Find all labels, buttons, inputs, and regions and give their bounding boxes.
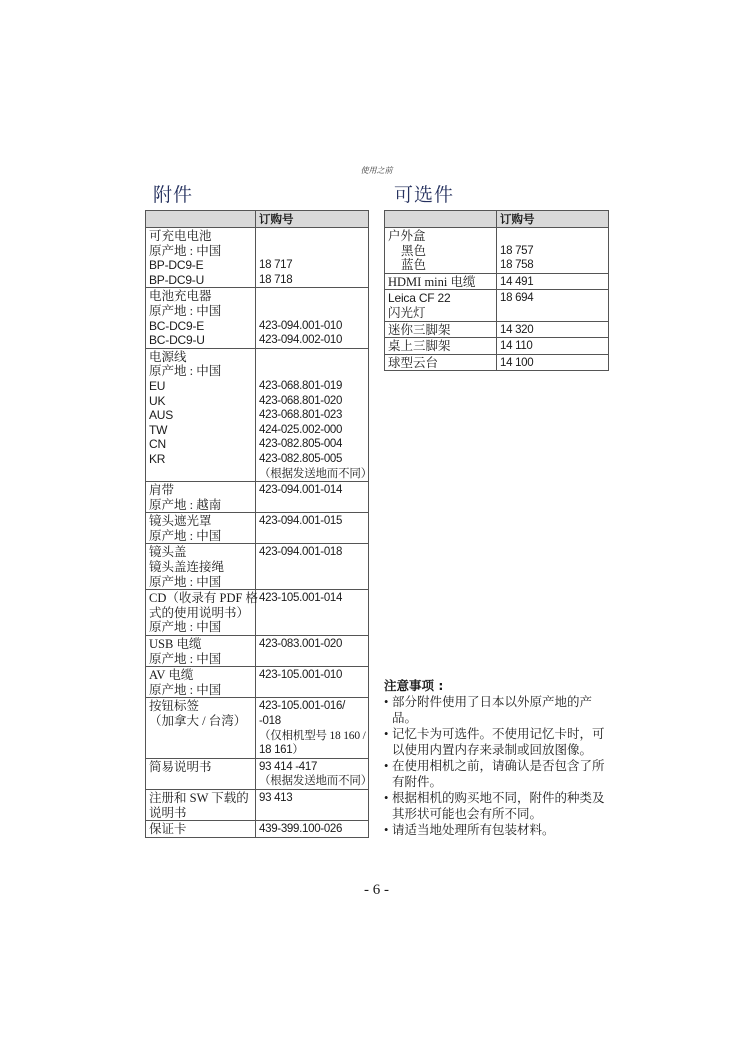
table-row: [385, 321, 609, 338]
notes-title: 注意事项 :: [384, 678, 444, 693]
item-name-line: 原产地 : 中国: [149, 682, 222, 697]
notes-list: [384, 694, 614, 838]
item-name-line: BC-DC9-U: [149, 333, 205, 348]
item-name-cell: [385, 354, 497, 371]
table-row: [146, 636, 369, 667]
item-name-line: CN: [149, 437, 166, 452]
table-row: [385, 354, 609, 371]
order-number-line: 423-068.801-020: [259, 394, 343, 407]
order-number-header: 订购号: [497, 211, 609, 228]
order-number-line: 18 694: [500, 292, 534, 305]
item-name-line: AUS: [149, 408, 174, 423]
order-number-line: 18 161）: [259, 744, 304, 757]
order-number-line: [259, 560, 365, 575]
table-row: [146, 228, 369, 288]
order-number-line: [259, 683, 365, 698]
order-number-line: [259, 529, 365, 544]
item-name-line: 蓝色: [401, 258, 427, 273]
item-name-line: 镜头盖连接绳: [149, 560, 225, 575]
item-name-line: 简易说明书: [149, 759, 212, 774]
order-number-line: [259, 304, 365, 319]
item-name-cell: [146, 821, 256, 838]
item-name-line: 注册和 SW 下载的: [149, 790, 249, 805]
table-row: [385, 338, 609, 355]
optional-rows: [385, 228, 609, 371]
item-name-line: HDMI mini 电缆: [388, 274, 476, 289]
item-name-line: 保证卡: [149, 822, 187, 837]
order-number-line: 18 757: [500, 244, 534, 257]
item-name-line: 户外盒: [388, 229, 426, 243]
order-number-line: [259, 498, 365, 513]
page-number: - 6 -: [364, 882, 389, 898]
order-number-cell: [256, 288, 369, 348]
note-item: • 根据相机的购买地不同，附件的种类及其形状可能也会有所不同。: [384, 790, 614, 822]
order-number-line: 423-094.001-010: [259, 319, 343, 332]
item-name-cell: [146, 590, 259, 636]
order-number-line: 423-105.001-014: [259, 592, 343, 605]
item-name-cell: [146, 544, 256, 590]
order-number-line: [259, 364, 365, 379]
order-number-line: [259, 652, 365, 667]
order-number-line: 423-083.001-020: [259, 638, 343, 651]
order-number-cell: [256, 821, 369, 838]
item-name-line: 说明书: [149, 805, 187, 820]
item-name-line: 闪光灯: [388, 305, 426, 320]
item-name-line: [149, 467, 252, 482]
item-name-line: BP-DC9-E: [149, 258, 204, 273]
item-name-cell: [146, 288, 256, 348]
item-name-line: EU: [149, 378, 166, 393]
item-name-cell: [385, 290, 497, 321]
order-number-cell: [256, 348, 372, 481]
order-number-line: 18 718: [259, 273, 293, 286]
item-name-cell: [146, 228, 256, 288]
order-number-line: 424-025.002-000: [259, 423, 343, 436]
table-row: [385, 228, 609, 274]
order-number-line: [259, 620, 365, 635]
order-number-cell: [256, 636, 369, 667]
order-number-line: 14 110: [500, 340, 533, 353]
order-number-line: 93 414 -417: [259, 760, 318, 773]
item-name-cell: [146, 758, 256, 789]
notes-section: [384, 678, 614, 838]
note-item: • 部分附件使用了日本以外原产地的产品。: [384, 694, 614, 726]
order-number-cell: [497, 273, 609, 290]
item-name-cell: [146, 667, 256, 698]
table-row: [146, 513, 369, 544]
blank-header-cell: [385, 211, 497, 228]
item-name-cell: [385, 273, 497, 290]
order-number-line: [259, 350, 365, 365]
table-row: [146, 482, 369, 513]
order-number-header: 订购号: [256, 211, 369, 228]
item-name-line: （加拿大 / 台湾）: [149, 714, 247, 728]
order-number-line: 14 100: [500, 356, 534, 369]
item-name-line: 原产地 : 越南: [149, 497, 222, 512]
item-name-line: 原产地 : 中国: [149, 574, 222, 589]
order-number-line: 423-094.001-014: [259, 484, 343, 497]
item-name-line: 原产地 : 中国: [149, 620, 222, 635]
item-name-cell: [385, 228, 497, 274]
order-number-cell: [256, 590, 369, 636]
table-header-row: [385, 211, 609, 228]
blank-header-cell: [146, 211, 256, 228]
note-item: • 在使用相机之前，请确认是否包含了所有附件。: [384, 758, 614, 790]
item-name-line: AV 电缆: [149, 668, 194, 683]
item-name-cell: [146, 789, 256, 820]
item-name-cell: [385, 338, 497, 355]
table-row: [146, 348, 369, 481]
order-number-line: 423-068.801-023: [259, 409, 343, 422]
item-name-line: 原产地 : 中国: [149, 364, 222, 379]
item-name-line: 电源线: [149, 349, 187, 364]
order-number-line: [259, 229, 365, 244]
item-name-line: 黑色: [401, 243, 427, 258]
table-row: [146, 544, 369, 590]
order-number-cell: [497, 354, 609, 371]
order-number-cell: [256, 482, 369, 513]
table-header-row: [146, 211, 369, 228]
order-number-line: 423-068.801-019: [259, 379, 343, 392]
order-number-line: [259, 244, 365, 259]
item-name-line: 球型云台: [388, 355, 439, 370]
item-name-line: [149, 743, 252, 758]
order-number-cell: [256, 667, 369, 698]
item-name-line: 肩带: [149, 483, 175, 498]
order-number-cell: [256, 228, 369, 288]
item-name-line: 原产地 : 中国: [149, 528, 222, 543]
order-number-line: 423-094.001-018: [259, 546, 343, 559]
optional-title: 可选件: [394, 184, 455, 206]
accessories-title: 附件: [153, 184, 194, 206]
item-name-cell: [385, 321, 497, 338]
item-name-line: 式的使用说明书）: [149, 605, 250, 620]
order-number-cell: [497, 338, 609, 355]
order-number-line: （根据发送地而不同）: [259, 775, 372, 788]
accessories-rows: [146, 228, 372, 838]
order-number-line: [500, 306, 605, 321]
item-name-cell: [146, 482, 256, 513]
table-row: [146, 789, 369, 820]
table-row: [385, 290, 609, 321]
order-number-cell: [256, 698, 369, 758]
order-number-cell: [497, 228, 609, 274]
item-name-line: 原产地 : 中国: [149, 303, 222, 318]
order-number-line: [259, 806, 365, 821]
item-name-line: USB 电缆: [149, 637, 202, 652]
order-number-cell: [256, 758, 372, 789]
order-number-cell: [256, 513, 369, 544]
order-number-line: 423-094.001-015: [259, 515, 343, 528]
order-number-line: -018: [259, 715, 281, 727]
item-name-line: 可充电电池: [149, 229, 212, 243]
order-number-line: 423-082.805-005: [259, 452, 343, 465]
item-name-line: 原产地 : 中国: [149, 243, 222, 258]
item-name-line: BP-DC9-U: [149, 272, 205, 287]
table-row: [146, 698, 369, 758]
order-number-line: 18 758: [500, 259, 534, 272]
item-name-line: Leica CF 22: [388, 291, 451, 306]
optional-table: [384, 210, 609, 371]
order-number-line: 93 413: [259, 791, 293, 804]
item-name-line: KR: [149, 451, 166, 466]
item-name-cell: [146, 698, 256, 758]
order-number-line: 423-082.805-004: [259, 438, 343, 451]
table-row: [146, 590, 369, 636]
order-number-cell: [256, 544, 369, 590]
table-row: [146, 821, 369, 838]
accessories-table: [145, 210, 372, 838]
item-name-line: 按钮标签: [149, 699, 200, 714]
order-number-line: 423-105.001-010: [259, 669, 343, 682]
order-number-line: 439-399.100-026: [259, 823, 343, 836]
item-name-cell: [146, 636, 256, 667]
order-number-cell: [497, 321, 609, 338]
running-head: 使用之前: [360, 166, 393, 175]
note-item: • 请适当地处理所有包装材料。: [384, 822, 614, 838]
table-row: [146, 667, 369, 698]
order-number-line: 14 491: [500, 275, 534, 288]
item-name-line: 迷你三脚架: [388, 322, 451, 337]
item-name-line: 桌上三脚架: [388, 339, 451, 354]
item-name-line: 镜头遮光罩: [149, 514, 212, 529]
table-row: [385, 273, 609, 290]
item-name-line: [149, 774, 252, 789]
note-item: • 记忆卡为可选件。不使用记忆卡时，可以使用内置内存来录制或回放图像。: [384, 726, 614, 758]
item-name-line: 电池充电器: [149, 289, 212, 304]
item-name-line: UK: [149, 393, 166, 408]
item-name-cell: [146, 348, 256, 481]
order-number-line: 14 320: [500, 323, 534, 336]
order-number-line: [500, 229, 605, 244]
order-number-line: （仅相机型号 18 160 /: [259, 729, 366, 742]
order-number-line: [259, 289, 365, 304]
table-row: [146, 288, 369, 348]
item-name-cell: [146, 513, 256, 544]
order-number-line: [259, 606, 365, 621]
order-number-line: 423-105.001-016/: [259, 700, 345, 713]
item-name-line: TW: [149, 422, 168, 437]
order-number-line: [259, 575, 365, 590]
item-name-line: [149, 729, 252, 744]
order-number-line: （根据发送地而不同）: [259, 467, 372, 480]
item-name-line: 镜头盖: [149, 545, 187, 560]
item-name-line: CD（收录有 PDF 格: [149, 591, 259, 606]
item-name-line: 原产地 : 中国: [149, 651, 222, 666]
item-name-line: BC-DC9-E: [149, 318, 205, 333]
order-number-line: 423-094.002-010: [259, 334, 343, 347]
order-number-line: 18 717: [259, 259, 293, 272]
order-number-cell: [256, 789, 369, 820]
order-number-cell: [497, 290, 609, 321]
table-row: [146, 758, 369, 789]
